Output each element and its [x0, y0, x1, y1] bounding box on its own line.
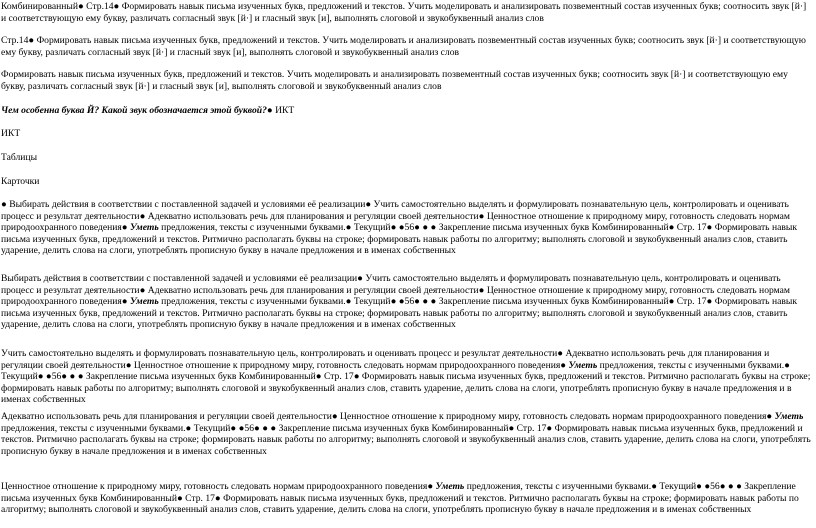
paragraph-8-text-b: предложения, тексты с изученными буквами.● Текущий● ●56● ● ● Закрепление письма изученных букв Комбинированный● Стр. 17● Формировать навык письма изученных букв, предложений и текстов. Ритмично располагать буквы на строке; формировать навык работы по алгоритму; выполнять слоговой и звукобуквенный анализ слов, ставить ударение, делить слова на слоги, употреблять прописную букву в начале предложения и в именах собственных: [1, 222, 797, 256]
paragraph-3: [1, 69, 813, 93]
paragraph-9-emphasis: Уметь: [129, 296, 159, 307]
paragraph-11-emphasis: Уметь: [774, 411, 804, 422]
paragraph-11: [1, 411, 813, 457]
paragraph-11-text-b: предложения, тексты с изученными буквами.● Текущий● ●56● ● ● Закрепление письма изученных букв Комбинированный● Стр. 17● Формировать навык письма изученных букв, предложений и текстов. Ритмично располагать буквы на строке; формировать навык работы по алгоритму; выполнять слоговой и звукобуквенный анализ слов, ставить ударение, делить слова на слоги, употреблять прописную букву в начале предложения и в именах собственных: [1, 422, 811, 457]
paragraph-9-text-b: предложения, тексты с изученными буквами.● Текущий● ●56● ● ● Закрепление письма изученных букв Комбинированный● Стр. 17● Формировать навык письма изученных букв, предложений и текстов. Ритмично располагать буквы на строке; формировать навык работы по алгоритму; выполнять слоговой и звукобуквенный анализ слов, ставить ударение, делить слова на слоги, употреблять прописную букву в начале предложения и в именах собственных: [1, 296, 797, 330]
paragraph-4: [1, 105, 294, 117]
paragraph-11-text-a: Адекватно использовать речь для планирования и регуляции своей деятельности● Ценностное отношение к природному миру, готовность следовать нормам природоохранного поведения●: [1, 411, 775, 422]
cards-text: Карточки: [1, 176, 40, 187]
paragraph-12-text-b: предложения, тексты с изученными буквами.● Текущий● ●56● ● ● Закрепление письма изученных букв Комбинированный● Стр. 17● Формировать навык письма изученных букв, предложений и текстов. Ритмично располагать буквы на строке; формировать навык работы по алгоритму; выполнять слоговой и звукобуквенный анализ слов, ставить ударение, делить слова на слоги, употреблять прописную букву в начале предложения и в именах собственных: [1, 481, 799, 515]
paragraph-8: [1, 199, 813, 257]
ikt-inline: ● ИКТ: [266, 105, 295, 116]
paragraph-3-text: Формировать навык письма изученных букв, предложений и текстов. Учить моделировать и анализировать позвементный состав изученных букв; соотносить звук [й·] и соответствующую ему букву, различать согласный звук [й·] и гласный звук [и], выполнять слоговой и звукобуквенный анализ слов: [1, 69, 788, 92]
paragraph-1-text: Комбинированный● Стр.14● Формировать навык письма изученных букв, предложений и текстов. Учить моделировать и анализировать позвементный состав изученных букв; соотносить звук [й·] и соответствующую ему букву, различать согласный звук [й·] и гласный звук [и], выполнять слоговой и звукобуквенный анализ слов: [1, 1, 807, 24]
ikt-text: ИКТ: [1, 128, 21, 139]
tables-text: Таблицы: [1, 152, 38, 163]
paragraph-12: [1, 481, 813, 516]
paragraph-8-emphasis: Уметь: [129, 222, 159, 233]
paragraph-cards: [1, 176, 39, 188]
paragraph-ikt: [1, 128, 20, 140]
paragraph-tables: [1, 152, 37, 164]
paragraph-12-emphasis: Уметь: [435, 481, 465, 492]
paragraph-2: [1, 35, 813, 59]
paragraph-2-text: Стр.14● Формировать навык письма изученных букв, предложений и текстов. Учить моделировать и анализировать позвементный состав изученных букв; соотносить звук [й·] и соответствующую ему букву, различать согласный звук [й·] и гласный звук [и], выполнять слоговой и звукобуквенный анализ слов: [1, 35, 806, 58]
question-text: Чем особенна буква Й? Какой звук обозначается этой буквой?: [1, 105, 267, 116]
paragraph-10: [1, 348, 813, 406]
paragraph-8-text-a: ● Выбирать действия в соответствии с поставленной задачей и условиями её реализации● Учить самостоятельно выделять и формулировать познавательную цель, контролировать и оценивать процесс и результат деятельности● Адекватно использовать речь для планирования и регуляции своей деятельности● Ценностное отношение к природному миру, готовность следовать нормам природоохранного поведения●: [1, 199, 790, 233]
paragraph-12-text-a: Ценностное отношение к природному миру, готовность следовать нормам природоохранного поведения●: [1, 481, 436, 492]
paragraph-1: [1, 1, 813, 25]
paragraph-10-emphasis: Уметь: [568, 359, 598, 371]
paragraph-10-text-b: предложения, тексты с изученными буквами.● Текущий● ●56● ● ● Закрепление письма изученных букв Комбинированный● Стр. 17● Формировать навык письма изученных букв, предложений и текстов. Ритмично располагать буквы на строке; формировать навык работы по алгоритму; выполнять слоговой и звукобуквенный анализ слов, ставить ударение, делить слова на слоги, употреблять прописную букву в начале предложения и в именах собственных: [1, 359, 811, 405]
paragraph-9-text-a: Выбирать действия в соответствии с поставленной задачей и условиями её реализации● Учить самостоятельно выделять и формулировать познавательную цель, контролировать и оценивать процесс и результат деятельности● Адекватно использовать речь для планирования и регуляции своей деятельности● Ценностное отношение к природному миру, готовность следовать нормам природоохранного поведения●: [1, 273, 790, 307]
paragraph-10-text-a: Учить самостоятельно выделять и формулировать познавательную цель, контролировать и оценивать процесс и результат деятельности● Адекватно использовать речь для планирования и регуляции своей деятельности● Ценностное отношение к природному миру, готовность следовать нормам природоохранного поведения●: [1, 348, 770, 371]
paragraph-9: [1, 273, 813, 331]
